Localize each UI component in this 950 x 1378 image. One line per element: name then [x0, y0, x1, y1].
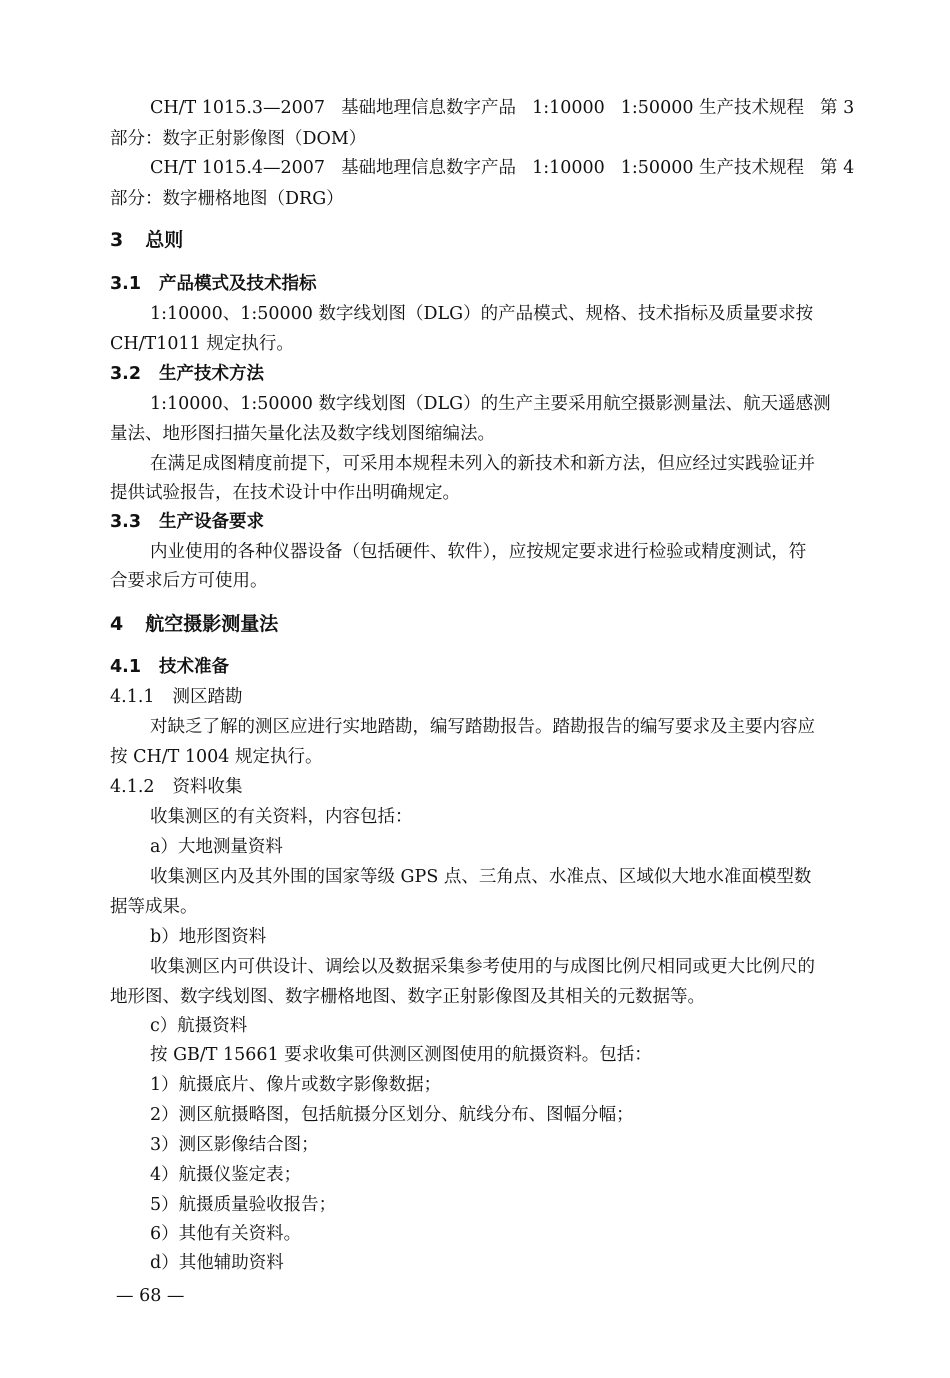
paragraph-line: 1:10000、1:50000 数字线划图（DLG）的生产主要采用航空摄影测量法、航天遥感测 [150, 394, 831, 414]
paragraph-line: 据等成果。 [110, 897, 198, 917]
list-item-heading: b）地形图资料 [150, 927, 267, 947]
reference-line: CH/T 1015.3—2007 基础地理信息数字产品 1:10000 1:50000 生产技术规程 第 3 [150, 98, 855, 118]
paragraph-line: 对缺乏了解的测区应进行实地踏勘，编写踏勘报告。踏勘报告的编写要求及主要内容应 [150, 717, 815, 737]
list-item-heading: a）大地测量资料 [150, 837, 283, 857]
paragraph-line: CH/T1011 规定执行。 [110, 334, 294, 354]
section-heading: 4 航空摄影测量法 [110, 613, 279, 635]
subsection-heading: 3.2 生产技术方法 [110, 364, 265, 384]
paragraph-line: 量法、地形图扫描矢量化法及数字线划图缩编法。 [110, 424, 495, 444]
paragraph-line: 收集测区的有关资料，内容包括： [150, 807, 413, 827]
list-item: 5）航摄质量验收报告； [150, 1195, 337, 1215]
paragraph-line: 按 CH/T 1004 规定执行。 [110, 747, 323, 767]
paragraph-line: 内业使用的各种仪器设备（包括硬件、软件），应按规定要求进行检验或精度测试，符 [150, 542, 807, 562]
subsection-heading: 3.1 产品模式及技术指标 [110, 274, 317, 294]
list-item: 4）航摄仪鉴定表； [150, 1165, 302, 1185]
paragraph-line: 在满足成图精度前提下，可采用本规程未列入的新技术和新方法，但应经过实践验证并 [150, 454, 815, 474]
paragraph-line: 地形图、数字线划图、数字栅格地图、数字正射影像图及其相关的元数据等。 [110, 987, 705, 1007]
paragraph-line: 合要求后方可使用。 [110, 571, 268, 591]
paragraph-line: 1:10000、1:50000 数字线划图（DLG）的产品模式、规格、技术指标及质量要求按 [150, 304, 814, 324]
reference-line-cont: 部分：数字栅格地图（DRG） [110, 189, 344, 209]
subsection-heading: 3.3 生产设备要求 [110, 512, 265, 532]
list-item: 6）其他有关资料。 [150, 1224, 302, 1244]
list-item: 2）测区航摄略图，包括航摄分区划分、航线分布、图幅分幅； [150, 1105, 634, 1125]
reference-line: CH/T 1015.4—2007 基础地理信息数字产品 1:10000 1:50000 生产技术规程 第 4 [150, 158, 855, 178]
reference-line-cont: 部分：数字正射影像图（DOM） [110, 129, 367, 149]
page-number: — 68 — [116, 1286, 185, 1306]
subsubsection-heading: 4.1.1 测区踏勘 [110, 687, 243, 707]
list-item: 3）测区影像结合图； [150, 1135, 319, 1155]
list-item-heading: d）其他辅助资料 [150, 1253, 284, 1273]
section-heading: 3 总则 [110, 229, 184, 251]
list-item-heading: c）航摄资料 [150, 1016, 248, 1036]
paragraph-line: 提供试验报告，在技术设计中作出明确规定。 [110, 483, 460, 503]
subsubsection-heading: 4.1.2 资料收集 [110, 777, 243, 797]
paragraph-line: 收集测区内及其外围的国家等级 GPS 点、三角点、水准点、区域似大地水准面模型数 [150, 867, 812, 887]
subsection-heading: 4.1 技术准备 [110, 657, 230, 677]
paragraph-line: 按 GB/T 15661 要求收集可供测区测图使用的航摄资料。包括： [150, 1045, 652, 1065]
list-item: 1）航摄底片、像片或数字影像数据； [150, 1075, 442, 1095]
paragraph-line: 收集测区内可供设计、调绘以及数据采集参考使用的与成图比例尺相同或更大比例尺的 [150, 957, 815, 977]
